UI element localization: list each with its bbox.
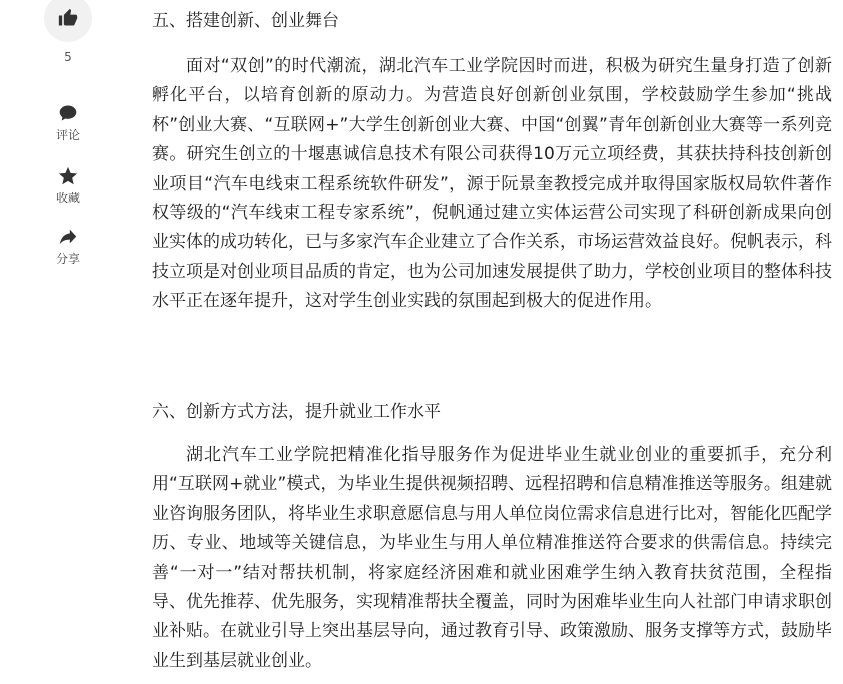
section-6-heading: 六、创新方式方法，提升就业工作水平: [152, 402, 441, 422]
comment-label: 评论: [55, 128, 80, 142]
comment-icon: [58, 102, 78, 124]
share-arrow-icon: [57, 226, 79, 248]
comment-button[interactable]: [44, 102, 92, 143]
star-icon: [57, 165, 79, 187]
section-5-heading: 五、搭建创新、创业舞台: [152, 11, 339, 31]
section-5-paragraph: 面对“双创”的时代潮流，湖北汽车工业学院因时而进，积极为研究生量身打造了创新孵化平台，以培育创新的原动力。为营造良好创新创业氛围，学校鼓励学生参加“挑战杯”创业大赛、“互联网+”大学生创新创业大赛、中国“创翼”青年创新创业大赛等一系列竞赛。研究生创立的十堰惠诚信息技术有限公司获得10万元立项经费，其获扶持科技创新创业项目“汽车电线束工程系统软件研发”，源于阮景奎教授完成并取得国家版权局软件著作权等级的“汽车线束工程专家系统”，倪帆通过建立实体运营公司实现了科研创新成果向创业实体的成功转化，已与多家汽车企业建立了合作关系，市场运营效益良好。倪帆表示，科技立项是对创业项目品质的肯定，也为公司加速发展提供了助力，学校创业项目的整体科技水平正在逐年提升，这对学生创业实践的氛围起到极大的促进作用。: [152, 56, 832, 312]
share-button[interactable]: [44, 226, 92, 267]
section-6-paragraph: 湖北汽车工业学院把精准化指导服务作为促进毕业生就业创业的重要抓手，充分利用“互联网+就业”模式，为毕业生提供视频招聘、远程招聘和信息精准推送等服务。组建就业咨询服务团队，将毕业生求职意愿信息与用人单位岗位需求信息进行比对，智能化匹配学历、专业、地域等关键信息，为毕业生与用人单位精准推送符合要求的供需信息。持续完善“一对一”结对帮扶机制，将家庭经济困难和就业困难学生纳入教育扶贫范围，全程指导、优先推荐、优先服务，实现精准帮扶全覆盖，同时为困难毕业生向人社部门申请求职创业补贴。在就业引导上突出基层导向，通过教育引导、政策激励、服务支撑等方式，鼓励毕业生到基层就业创业。: [152, 445, 832, 671]
favorite-label: 收藏: [55, 191, 80, 205]
thumbs-up-icon: [58, 8, 78, 28]
like-button[interactable]: [44, 0, 92, 42]
favorite-button[interactable]: [44, 165, 92, 206]
share-label: 分享: [55, 252, 80, 266]
like-count: 5: [64, 50, 72, 64]
